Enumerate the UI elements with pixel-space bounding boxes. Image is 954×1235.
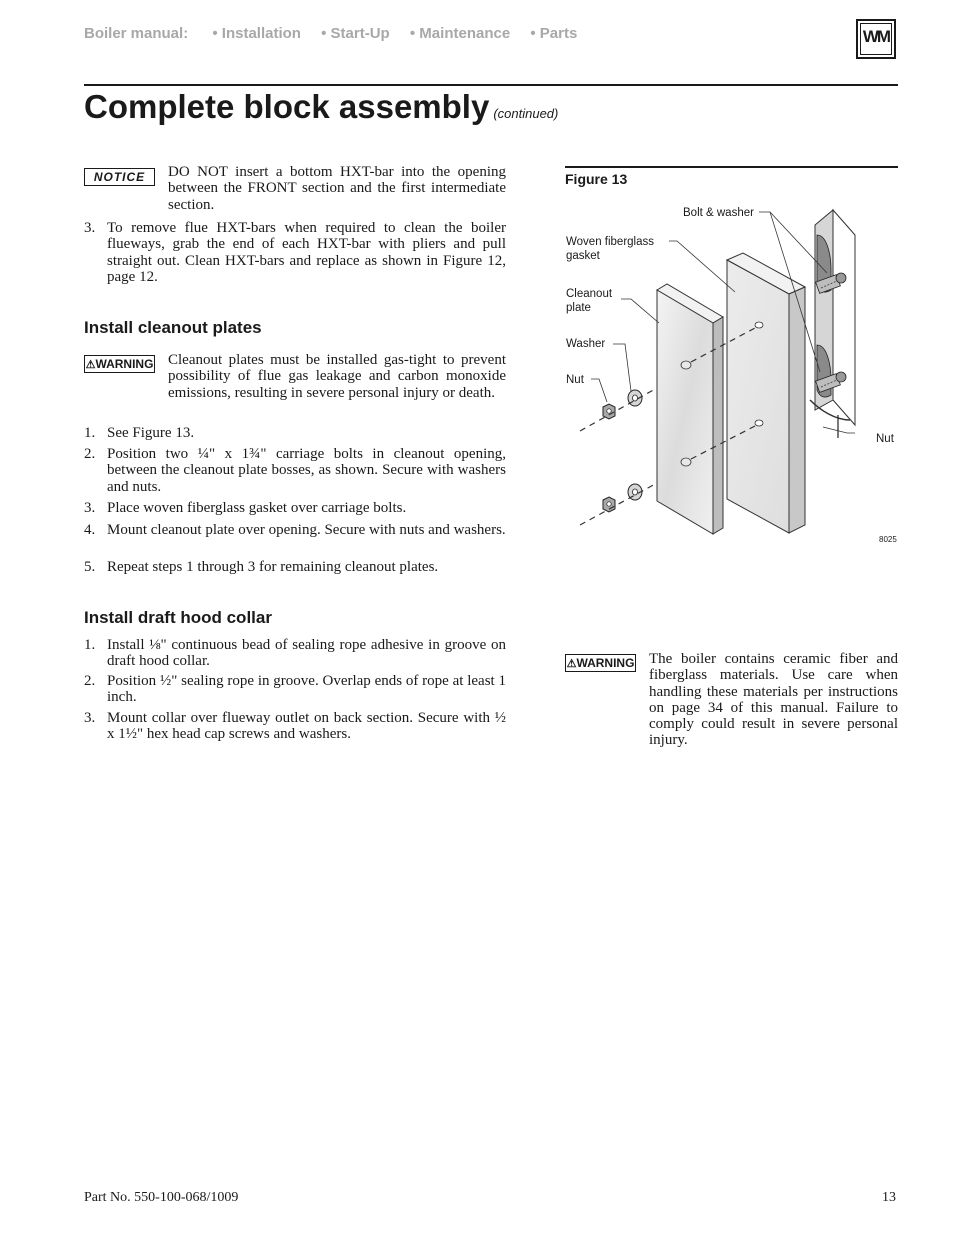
page-title [84,88,558,126]
warning-badge-cleanout: ⚠WARNING [85,357,154,371]
list-item: 1. See Figure 13. [84,425,195,441]
fiber-warning-text: The boiler contains ceramic fiber and fiberglass materials. Use care when handling these materials per instructions on page 34 of this manual. Failure to comply could result in severe personal injury. [649,651,898,749]
list-item: 5. Repeat steps 1 through 3 for remaining cleanout plates. [84,559,439,575]
page-title-suffix: (continued) [493,106,559,121]
company-logo [856,19,896,59]
list-item [84,220,506,290]
boiler-section-wall [810,210,855,438]
list-item-text: To remove flue HXT-bars when required to clean the boiler flueways, grab the end of each HXT-bar with pliers and pull straight out. Clean HXT-bars and replace as shown in Figure 12, page 12. [107,220,506,285]
manual-label: Boiler manual: [84,25,189,42]
figure-id: 8025 [879,535,897,544]
warning-triangle-icon: ⚠ [85,359,96,371]
list-item: 3. Place woven fiberglass gasket over carriage bolts. [84,500,407,516]
page-title-text: Complete block assembly [84,88,490,125]
part-number: Part No. 550-100-068/1009 [84,1190,239,1205]
list-item: 2. Position ½" sealing rope in groove. Overlap ends of rope at least 1 inch. [84,673,506,706]
notice-text: DO NOT insert a bottom HXT-bar into the opening between the FRONT section and the first intermediate section. [168,164,506,213]
nav-parts: • Parts [530,25,578,42]
callout-washer: Washer [566,338,606,350]
nav-installation: • Installation [212,25,301,42]
nav-start-up: • Start-Up [321,25,390,42]
callout-gasket: Woven fiberglass gasket [566,236,654,262]
logo-text: WM [862,27,890,46]
section-heading-cleanout: Install cleanout plates [84,318,262,337]
section-heading-draft-hood: Install draft hood collar [84,608,272,627]
nav-maintenance: • Maintenance [409,25,511,42]
warning-triangle-icon: ⚠ [566,658,577,670]
header-rule [84,84,898,86]
list-item: 3. Mount collar over flueway outlet on back section. Secure with ½ x 1½" hex head cap screws and washers. [84,710,506,743]
washers-and-nuts [603,390,642,512]
callout-nut-left: Nut [566,374,584,386]
page-number: 13 [882,1190,896,1205]
top-navigation [84,25,593,42]
list-item: 1. Install ⅛" continuous bead of sealing rope adhesive in groove on draft hood collar. [84,637,506,670]
list-item-number: 3. [84,220,96,236]
notice-badge: NOTICE [84,168,155,186]
woven-fiberglass-gasket [727,253,805,533]
callout-bolt-washer: Bolt & washer [683,207,754,219]
cleanout-warning-text: Cleanout plates must be installed gas-tight to prevent possibility of flue gas leakage and carbon monoxide emissions, resulting in severe personal injury or death. [168,352,506,401]
callout-nut-right: Nut [876,433,894,445]
callout-cleanout-plate: Cleanout plate [566,288,613,314]
list-item: 4. Mount cleanout plate over opening. Secure with nuts and washers. [84,522,506,538]
figure-rule [565,166,898,168]
list-item: 2. Position two ¼" x 1¾" carriage bolts in cleanout opening, between the cleanout plate bosses, as shown. Secure with washers and nuts. [84,446,506,495]
cleanout-plate [657,284,723,534]
warning-badge-fiber: ⚠WARNING [566,656,635,670]
figure-title: Figure 13 [565,171,628,187]
